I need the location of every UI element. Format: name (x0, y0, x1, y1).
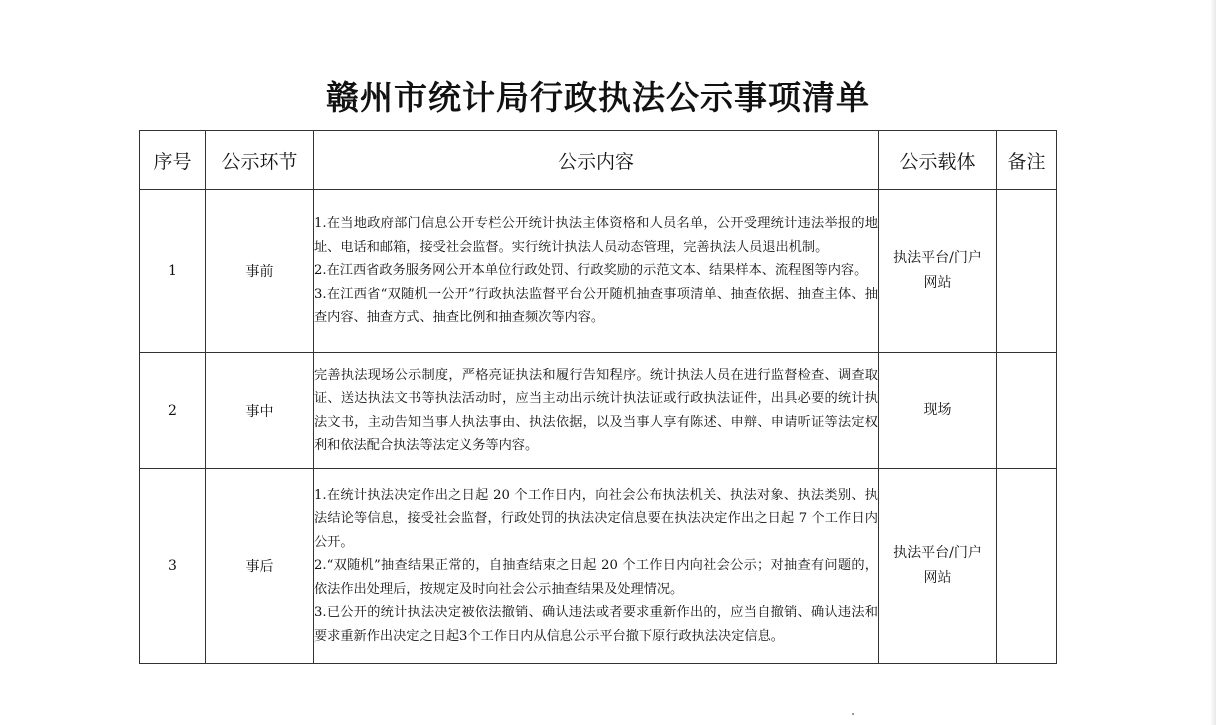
content-paragraph: 3.在江西省“双随机一公开”行政执法监督平台公开随机抽查事项清单、抽查依据、抽查主体、抽查内容、抽查方式、抽查比例和抽查频次等内容。 (314, 286, 878, 326)
header-num: 序号 (140, 131, 206, 190)
row-stage: 事中 (206, 353, 314, 469)
row-stage: 事后 (206, 469, 314, 664)
carrier-line: 执法平台/门户 (893, 250, 982, 266)
table-row (140, 469, 1057, 664)
row-number: 1 (140, 190, 206, 353)
row-number: 2 (140, 353, 206, 469)
row-carrier (879, 469, 997, 664)
carrier-line: 执法平台/门户 (893, 545, 982, 561)
header-carrier: 公示载体 (879, 131, 997, 190)
page-title: 赣州市统计局行政执法公示事项清单 (326, 78, 870, 117)
row-number: 3 (140, 469, 206, 664)
header-note: 备注 (997, 131, 1057, 190)
row-content (314, 353, 879, 469)
header-stage: 公示环节 (206, 131, 314, 190)
table-row (140, 190, 1057, 353)
row-note (997, 469, 1057, 664)
row-note (997, 353, 1057, 469)
scan-speck (852, 713, 854, 715)
row-carrier (879, 353, 997, 469)
carrier-line: 网站 (923, 275, 952, 291)
table-row (140, 353, 1057, 469)
row-stage: 事前 (206, 190, 314, 353)
content-paragraph: 2.“双随机”抽查结果正常的，自抽查结束之日起 20 个工作日内向社会公示；对抽查有问题的，依法作出处理后，按规定及时向社会公示抽查结果及处理情况。 (314, 558, 878, 597)
scan-edge-shadow (1210, 0, 1216, 725)
content-paragraph: 完善执法现场公示制度，严格亮证执法和履行告知程序。统计执法人员在进行监督检查、调查取证、送达执法文书等执法活动时，应当主动出示统计执法证或行政执法证件，出具必要的统计执法文书，主动告知当事人执法事由、执法依据，以及当事人享有陈述、申辩、申请听证等法定权利和依法配合执法等法定义务等内容。 (314, 367, 878, 453)
header-content: 公示内容 (314, 131, 879, 190)
table-header-row (140, 131, 1057, 190)
row-content (314, 190, 879, 353)
content-paragraph: 1.在统计执法决定作出之日起 20 个工作日内，向社会公布执法机关、执法对象、执法类别、执法结论等信息，接受社会监督，行政处罚的执法决定信息要在执法决定作出之日起 7 个工作日内公开。 (314, 487, 878, 550)
row-note (997, 190, 1057, 353)
row-carrier (879, 190, 997, 353)
carrier-line: 现场 (923, 402, 952, 418)
row-content (314, 469, 879, 664)
carrier-line: 网站 (923, 570, 952, 586)
content-paragraph: 1.在当地政府部门信息公开专栏公开统计执法主体资格和人员名单，公开受理统计违法举报的地址、电话和邮箱，接受社会监督。实行统计执法人员动态管理，完善执法人员退出机制。 (314, 216, 878, 255)
content-paragraph: 2.在江西省政务服务网公开本单位行政处罚、行政奖励的示范文本、结果样本、流程图等内容。 (314, 263, 868, 279)
disclosure-table (139, 130, 1057, 664)
content-paragraph: 3.已公开的统计执法决定被依法撤销、确认违法或者要求重新作出的，应当自撤销、确认违法和要求重新作出决定之日起3个工作日内从信息公示平台撤下原行政执法决定信息。 (314, 605, 878, 644)
